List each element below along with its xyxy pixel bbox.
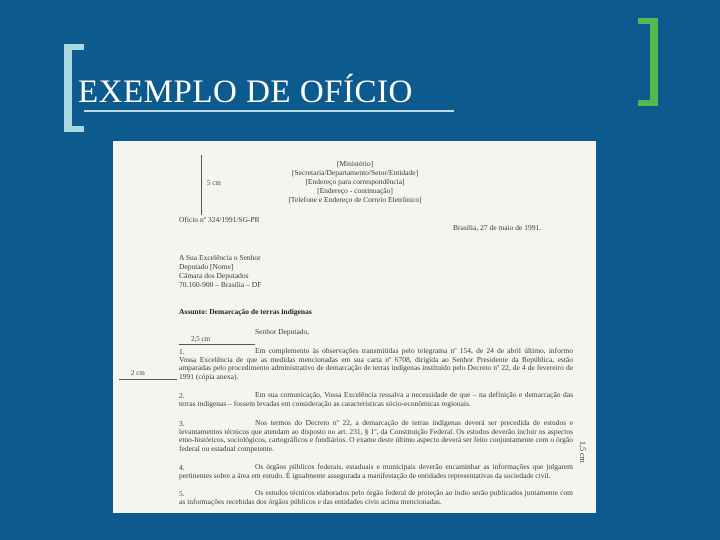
date-line: Brasília, 27 de maio de 1991. bbox=[453, 223, 542, 232]
letterhead-line: [Telefone e Endereço de Correio Eletrônico] bbox=[288, 195, 422, 204]
letterhead-line: [Ministério] bbox=[336, 159, 374, 168]
left-margin-label: 2 cm bbox=[131, 369, 145, 377]
right-bracket-bottom bbox=[638, 100, 658, 106]
subject-line: Assunto: Demarcação de terras indígenas bbox=[179, 307, 312, 316]
title-underline bbox=[84, 110, 454, 112]
left-bracket-bar bbox=[64, 44, 72, 132]
letterhead-line: [Endereço para correspondência] bbox=[305, 177, 405, 186]
letterhead-line: [Endereço - continuação] bbox=[317, 186, 393, 195]
addressee-line: A Sua Excelência o Senhor bbox=[179, 253, 261, 262]
right-bracket-top bbox=[638, 18, 658, 24]
left-bracket-bottom bbox=[64, 126, 84, 132]
paragraph-number: 2. bbox=[179, 391, 185, 400]
right-bracket-bar bbox=[650, 18, 658, 106]
indent-label: 2,5 cm bbox=[191, 335, 211, 343]
paragraph-text: Em complemento às observações transmitidas pelo telegrama nº 154, de 24 de abril último, informo Vossa Excelência de que as medidas mencionadas em sua carta nº 6708, dirigida ao Senhor Presidente da República, estão amparadas pelo procedimento administrativo de demarcação de terras indígenas instituído pelo Decreto nº 22, de 4 de fevereiro de 1991 (cópia anexa). bbox=[179, 346, 573, 381]
paragraph-text: Nos termos do Decreto nº 22, a demarcação de terras indígenas deverá ser precedida de estudos e levantamentos técnicos que atendam ao disposto no art. 231, § 1º, da Constituição Federal. Os estudos deverão incluir os aspectos etno-históricos, sociológicos, cartográficos e fundiários. O exame deste último aspecto deverá ser feito conjuntamente com o órgão federal ou estadual competente. bbox=[179, 418, 573, 453]
slide-title: EXEMPLO DE OFÍCIO bbox=[78, 74, 413, 110]
paragraph-number: 3. bbox=[179, 419, 185, 428]
paragraph-number: 5. bbox=[179, 489, 185, 498]
paragraph-number: 1. bbox=[179, 347, 185, 356]
paragraph-text: Em sua comunicação, Vossa Excelência ressalva a necessidade de que – na definição e demarcação das terras indígenas – fossem levadas em consideração as características sócio-econômicas regionais. bbox=[179, 390, 573, 408]
paragraph-number: 4. bbox=[179, 463, 185, 472]
top-margin-label: 5 cm bbox=[207, 179, 221, 187]
salutation: Senhor Deputado, bbox=[255, 327, 310, 336]
letterhead-line: [Secretaria/Departamento/Setor/Entidade] bbox=[291, 168, 419, 177]
right-margin-label: 1,5 cm bbox=[578, 441, 587, 463]
document-image bbox=[113, 141, 596, 513]
reference-number: Ofício nº 324/1991/SG-PR bbox=[179, 215, 260, 224]
paragraph-text: Os estudos técnicos elaborados pelo órgão federal de proteção ao índio serão publicados juntamente com as informações recebidas dos órgãos públicos e das entidades civis acima mencionadas. bbox=[179, 488, 573, 506]
paragraph-text: Os órgãos públicos federais, estaduais e municipais deverão encaminhar as informações que julgarem pertinentes sobre a área em estudo. É igualmente assegurada a manifestação de entidades representativas da sociedade civil. bbox=[179, 462, 573, 480]
addressee-line: Câmara dos Deputados bbox=[179, 271, 249, 280]
addressee-line: 70.160-900 – Brasília – DF bbox=[179, 280, 262, 289]
addressee-line: Deputado [Nome] bbox=[179, 262, 234, 271]
left-bracket-top bbox=[64, 44, 84, 50]
top-margin-arrow bbox=[201, 155, 202, 215]
indent-arrow bbox=[179, 344, 255, 345]
left-margin-arrow bbox=[119, 379, 177, 380]
